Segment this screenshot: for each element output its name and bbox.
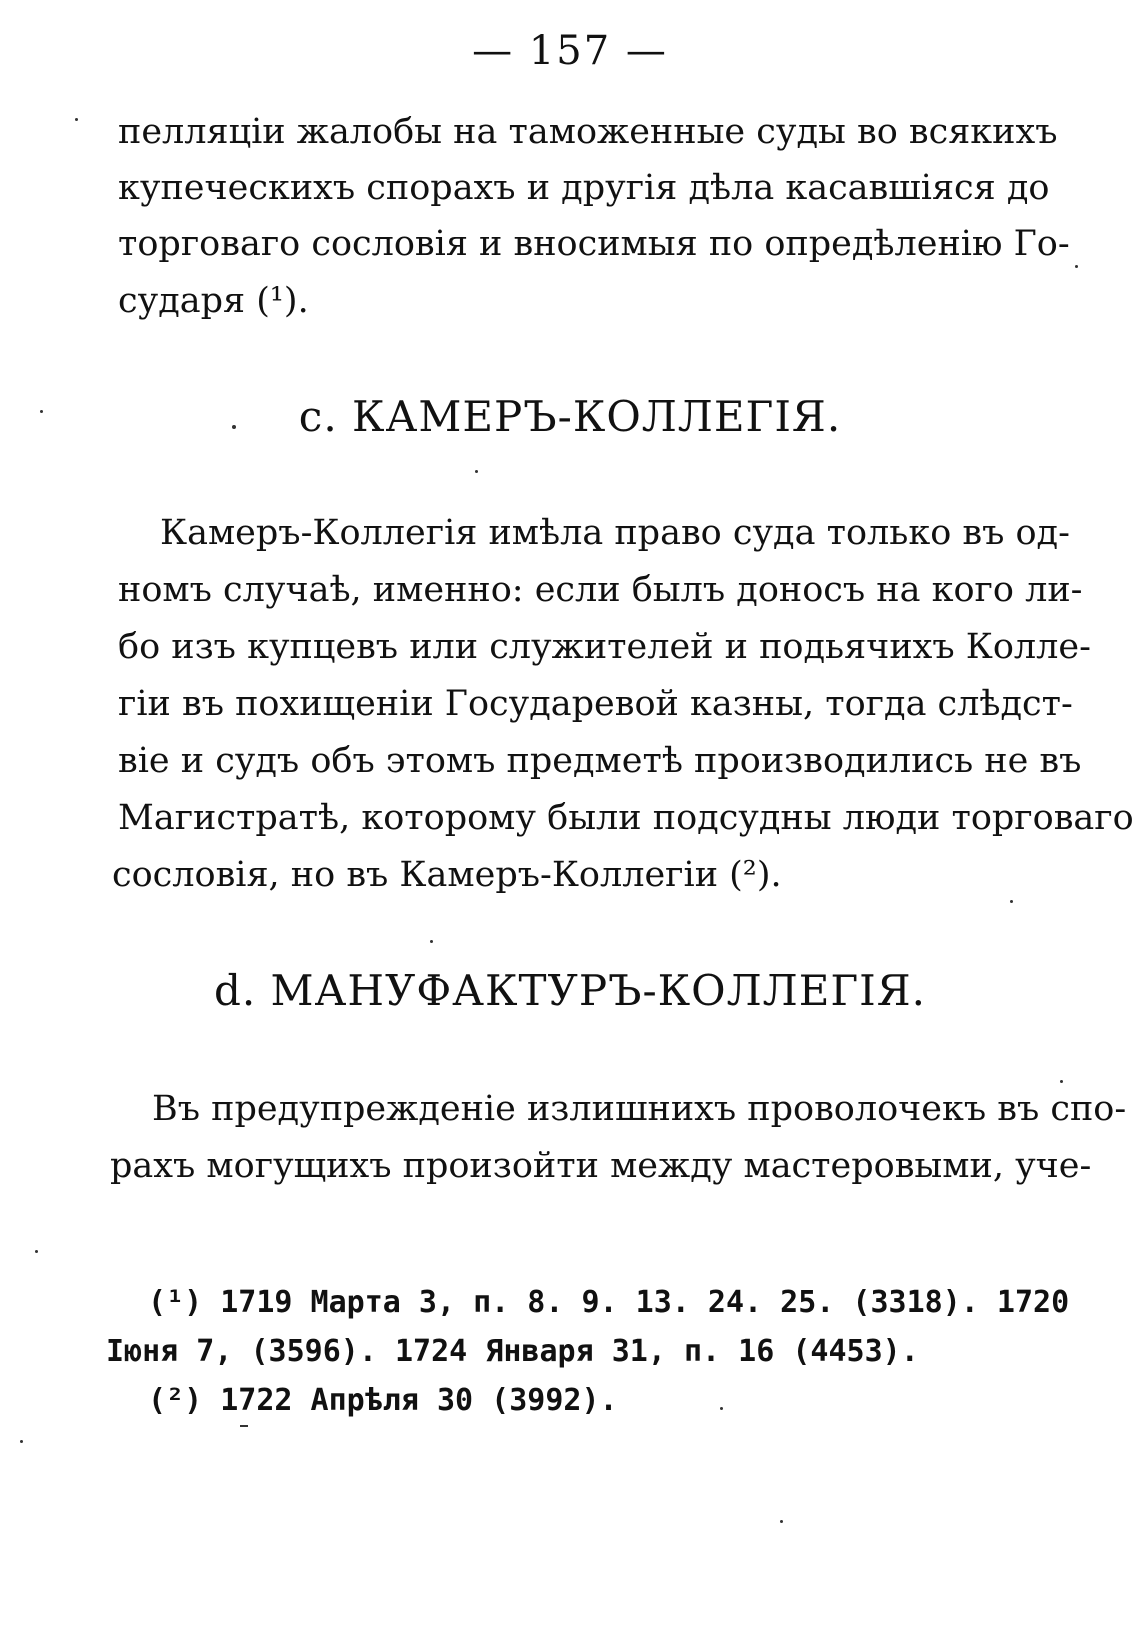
scan-speck [35, 1250, 38, 1253]
scan-speck [1075, 265, 1078, 268]
scan-speck [475, 470, 478, 473]
text-line: Камеръ-Коллегiя имѣла право суда только въ од- [160, 513, 1070, 553]
text-line: рахъ могущихъ произойти между мастеровыми, уче- [110, 1146, 1092, 1186]
text-line: Въ предупрежденiе излишнихъ проволочекъ въ спо- [152, 1089, 1127, 1129]
scan-speck [40, 410, 43, 413]
text-line: сословiя, но въ Камеръ-Коллегiи (²). [112, 855, 782, 895]
page-number: — 157 — [472, 28, 668, 74]
text-line: гiи въ похищенiи Государевой казны, тогда слѣдст- [118, 684, 1073, 724]
scan-speck [232, 425, 236, 429]
footnote-2: (²) 1722 Апрѣля 30 (3992). [148, 1383, 618, 1418]
text-line: торговаго сословiя и вносимыя по опредѣленiю Го- [118, 224, 1070, 264]
section-heading-d: d. МАНУФАКТУРЪ-КОЛЛЕГIЯ. [213, 966, 927, 1015]
footnote-1: (¹) 1719 Марта 3, п. 8. 9. 13. 24. 25. (3318). 1720 [148, 1285, 1070, 1320]
scan-speck [1010, 900, 1013, 903]
text-line: Магистратѣ, которому были подсудны люди торговаго [118, 798, 1134, 838]
scan-speck [780, 1520, 783, 1523]
footnote-1-continued: Iюня 7, (3596). 1724 Января 31, п. 16 (4453). [106, 1334, 919, 1369]
text-line: купеческихъ спорахъ и другiя дѣла касавшiяся до [118, 168, 1050, 208]
scan-speck [1060, 1080, 1063, 1083]
text-line: бо изъ купцевъ или служителей и подьячихъ Колле- [118, 627, 1091, 667]
text-line: вiе и судъ объ этомъ предметѣ производились не въ [118, 741, 1082, 781]
scan-speck [720, 1407, 723, 1410]
scan-speck [430, 940, 433, 943]
text-line: номъ случаѣ, именно: если былъ доносъ на кого ли- [118, 570, 1083, 610]
scan-speck [75, 118, 78, 121]
section-heading-c: с. КАМЕРЪ-КОЛЛЕГIЯ. [298, 392, 842, 441]
scan-speck [20, 1440, 23, 1443]
text-line: пелляцiи жалобы на таможенные суды во всякихъ [118, 112, 1058, 152]
scan-speck [240, 1425, 248, 1427]
text-line: сударя (¹). [118, 281, 309, 321]
